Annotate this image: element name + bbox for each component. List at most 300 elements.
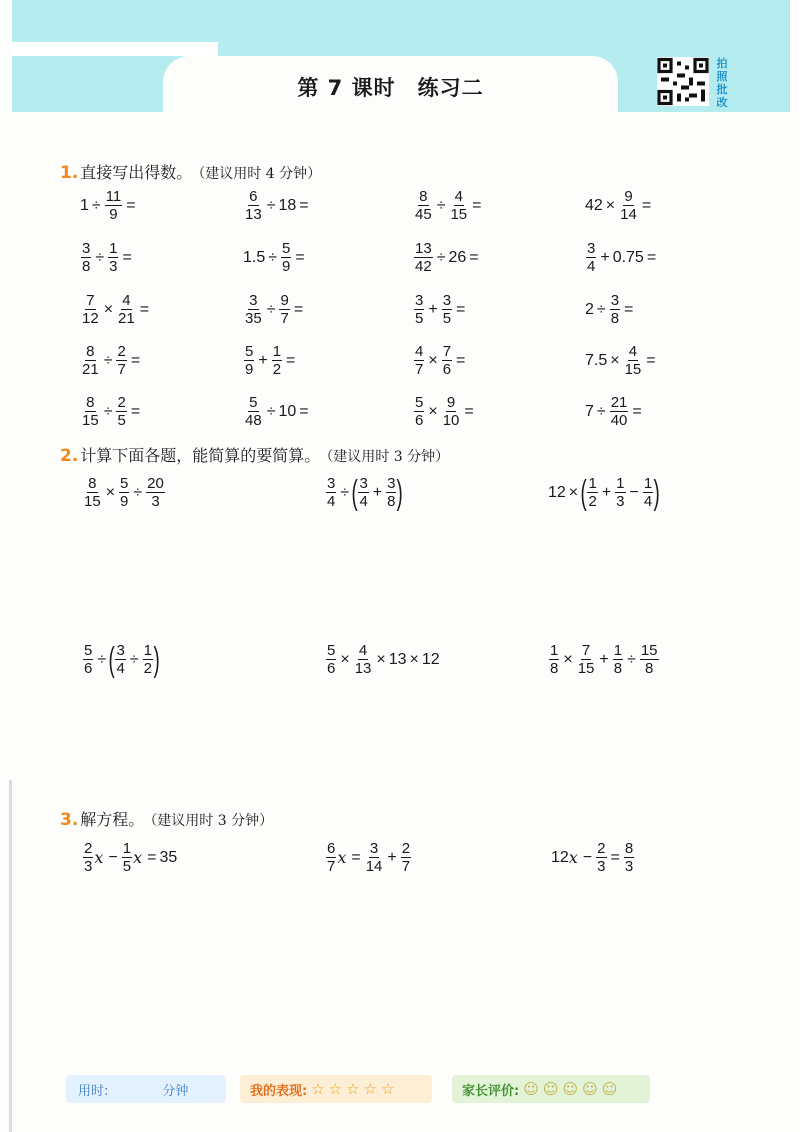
denominator: 40	[610, 412, 628, 429]
operator: =	[646, 248, 657, 266]
number: 1	[80, 196, 89, 214]
fraction	[449, 188, 468, 223]
numerator: 3	[249, 292, 258, 309]
star-icon[interactable]: ☆	[346, 1080, 360, 1098]
parent-label: 家长评价:	[462, 1083, 520, 1099]
numerator: 3	[327, 475, 336, 492]
parenthesis: (	[351, 473, 358, 512]
numerator: 5	[282, 240, 291, 257]
numerator: 8	[624, 840, 634, 857]
fraction	[244, 343, 254, 378]
section-title: 直接写出得数。	[80, 163, 193, 182]
numerator: 2	[401, 840, 411, 857]
denominator: 5	[442, 310, 452, 327]
fraction	[354, 642, 373, 677]
fraction	[326, 642, 336, 677]
time-label: 用时:	[78, 1083, 109, 1099]
operator: +	[387, 848, 397, 866]
expression-5-1	[80, 394, 143, 429]
smiley-icon[interactable]: ☺	[523, 1080, 539, 1098]
operator: =	[632, 402, 642, 420]
fraction	[117, 292, 136, 327]
denominator: 9	[120, 493, 129, 510]
numerator: 3	[442, 292, 452, 309]
numerator: 3	[610, 292, 620, 309]
numerator: 2	[117, 394, 126, 411]
numerator: 1	[588, 475, 597, 492]
computation-5	[325, 642, 440, 677]
operator: =	[464, 402, 474, 420]
fraction	[116, 394, 126, 429]
numerator: 5	[249, 394, 258, 411]
expression-2-3	[413, 240, 482, 275]
denominator: 9	[282, 258, 291, 275]
numerator: 4	[415, 343, 424, 360]
section-3-heading	[60, 807, 273, 830]
denominator: 4	[587, 258, 596, 275]
operator: ÷	[266, 300, 276, 318]
denominator: 4	[327, 493, 336, 510]
lesson-number: 第 7 课时	[297, 76, 396, 100]
operator: =	[286, 351, 296, 369]
number: 13	[388, 650, 407, 668]
operator: =	[122, 248, 132, 266]
operator: =	[469, 248, 479, 266]
expression-5-2	[243, 394, 312, 429]
denominator: 3	[624, 858, 634, 875]
operator: ÷	[340, 483, 350, 501]
section-number: 1.	[60, 163, 79, 183]
numerator: 1	[272, 343, 282, 360]
operator: ÷	[436, 248, 446, 266]
fraction	[122, 840, 132, 875]
operator: +	[258, 351, 268, 369]
numerator: 3	[116, 642, 125, 659]
operator: ×	[428, 351, 438, 369]
denominator: 7	[280, 310, 289, 327]
numerator: 20	[147, 475, 164, 492]
operator: =	[351, 848, 361, 866]
operator: −	[108, 848, 118, 866]
fraction	[83, 840, 93, 875]
smiley-icon[interactable]: ☺	[542, 1080, 559, 1098]
expression-1-1	[80, 188, 139, 223]
denominator: 2	[272, 361, 282, 378]
numerator: 1	[122, 840, 132, 857]
fraction	[279, 292, 289, 327]
denominator: 9	[245, 361, 254, 378]
number: 12	[421, 650, 440, 668]
operator: =	[147, 848, 157, 866]
section-number: 3.	[60, 810, 79, 830]
operator: ×	[428, 402, 438, 420]
fraction	[108, 240, 118, 275]
denominator: 3	[84, 858, 93, 875]
operator: ×	[605, 196, 616, 214]
operator: =	[126, 196, 136, 214]
fraction	[414, 188, 433, 223]
operator: +	[599, 650, 609, 668]
fraction	[83, 475, 102, 510]
operator: ÷	[596, 402, 606, 420]
operator: ÷	[266, 196, 276, 214]
section-hint: （建议用时 3 分钟）	[326, 449, 450, 465]
operator: ×	[105, 483, 116, 501]
denominator: 15	[82, 412, 99, 429]
denominator: 4	[643, 493, 653, 510]
fraction	[244, 188, 263, 223]
operator: =	[472, 196, 482, 214]
denominator: 6	[415, 412, 424, 429]
fraction	[326, 475, 336, 510]
numerator: 4	[122, 292, 131, 309]
section-hint: （建议用时 4 分钟）	[198, 166, 322, 182]
fraction	[83, 642, 93, 677]
numerator: 7	[581, 642, 591, 659]
fraction	[442, 394, 461, 429]
denominator: 5	[117, 412, 126, 429]
fraction	[116, 343, 126, 378]
denominator: 7	[327, 858, 336, 875]
smiley-icon[interactable]: ☺	[562, 1080, 579, 1098]
numerator: 1	[550, 642, 559, 659]
numerator: 6	[249, 188, 258, 205]
expression-2-4	[585, 240, 659, 275]
lesson-topic: 练习二	[417, 76, 484, 100]
number: 12	[548, 483, 566, 501]
operator: ×	[340, 650, 350, 668]
operator: =	[641, 196, 652, 214]
denominator: 21	[118, 310, 135, 327]
computation-4	[82, 642, 159, 677]
denominator: 35	[245, 310, 262, 327]
qr-label-char: 批	[716, 83, 728, 96]
operator: =	[293, 300, 304, 318]
fraction	[610, 394, 629, 429]
operator: ×	[563, 650, 573, 668]
parenthesis: )	[653, 473, 660, 512]
fraction	[81, 394, 100, 429]
denominator: 8	[610, 310, 620, 327]
expression-4-1	[80, 343, 143, 378]
denominator: 10	[442, 412, 460, 429]
computation-3	[548, 475, 660, 510]
operator: ×	[568, 483, 579, 501]
fraction	[624, 343, 643, 378]
number: 2	[585, 300, 594, 318]
operator: +	[600, 248, 610, 266]
denominator: 21	[82, 361, 99, 378]
operator: =	[624, 300, 634, 318]
operator: ×	[610, 351, 620, 369]
fraction	[365, 840, 384, 875]
number: 7	[585, 402, 594, 420]
expression-4-2	[243, 343, 298, 378]
numerator: 2	[597, 840, 606, 857]
operator: ×	[409, 650, 419, 668]
star-icon[interactable]: ☆	[328, 1080, 343, 1098]
operator: =	[130, 351, 141, 369]
numerator: 8	[86, 394, 95, 411]
fraction	[414, 240, 433, 275]
expression-2-2	[243, 240, 308, 275]
fraction	[549, 642, 559, 677]
denominator: 8	[645, 660, 654, 677]
computation-2	[325, 475, 403, 510]
header-left-strip	[12, 42, 218, 56]
numerator: 1	[616, 475, 625, 492]
operator: ÷	[103, 351, 113, 369]
fraction	[119, 475, 129, 510]
expression-3-1	[80, 292, 152, 327]
denominator: 2	[588, 493, 597, 510]
number: 35	[159, 848, 178, 866]
numerator: 3	[369, 840, 379, 857]
fraction	[105, 188, 123, 223]
operator: −	[582, 848, 593, 866]
variable: x	[337, 848, 347, 867]
numerator: 4	[358, 642, 368, 659]
expression-4-3	[413, 343, 468, 378]
numerator: 3	[82, 240, 91, 257]
operator: =	[295, 248, 305, 266]
fraction	[414, 343, 424, 378]
variable: x	[568, 848, 578, 867]
time-spent-box	[66, 1075, 226, 1103]
page-edge-rule	[9, 780, 12, 1132]
denominator: 8	[613, 660, 623, 677]
time-unit: 分钟	[162, 1083, 189, 1099]
denominator: 2	[143, 660, 152, 677]
star-icon[interactable]: ☆	[381, 1080, 395, 1098]
operator: =	[139, 300, 150, 318]
denominator: 14	[620, 206, 637, 223]
expression-3-4	[585, 292, 636, 327]
smiley-icon[interactable]: ☺	[582, 1080, 598, 1098]
denominator: 9	[109, 206, 118, 223]
numerator: 8	[419, 188, 428, 205]
operator: ÷	[91, 196, 101, 214]
numerator: 1	[109, 240, 118, 257]
operator: ÷	[103, 402, 113, 420]
fraction	[586, 240, 596, 275]
denominator: 7	[415, 361, 424, 378]
denominator: 6	[327, 660, 336, 677]
star-icon[interactable]: ☆	[363, 1080, 378, 1098]
fraction	[281, 240, 291, 275]
operator: =	[456, 351, 466, 369]
performance-label: 我的表现:	[250, 1083, 308, 1099]
number: 10	[278, 402, 297, 420]
numerator: 5	[415, 394, 424, 411]
qr-label-char: 拍	[716, 57, 728, 70]
denominator: 3	[151, 493, 160, 510]
fraction	[358, 475, 368, 510]
operator: −	[629, 483, 639, 501]
number: 12	[551, 848, 569, 866]
page-title	[163, 72, 618, 102]
numerator: 2	[117, 343, 126, 360]
denominator: 8	[387, 493, 396, 510]
section-hint: （建议用时 3 分钟）	[150, 813, 274, 829]
numerator: 9	[280, 292, 289, 309]
expression-1-2	[243, 188, 312, 223]
denominator: 5	[122, 858, 132, 875]
operator: =	[456, 300, 466, 318]
denominator: 4	[116, 660, 125, 677]
parenthesis: )	[397, 473, 404, 512]
number: 42	[585, 196, 603, 214]
fraction	[624, 840, 634, 875]
section-title: 解方程。	[80, 810, 145, 829]
fraction	[442, 292, 452, 327]
expression-2-1	[80, 240, 135, 275]
denominator: 13	[354, 660, 372, 677]
numerator: 5	[327, 642, 336, 659]
operator: ÷	[97, 650, 107, 668]
numerator: 1	[613, 642, 623, 659]
operator: =	[130, 402, 141, 420]
operator: =	[646, 351, 656, 369]
number: 18	[278, 196, 297, 214]
denominator: 3	[616, 493, 625, 510]
fraction	[577, 642, 596, 677]
numerator: 7	[86, 292, 95, 309]
operator: +	[601, 483, 612, 501]
denominator: 7	[117, 361, 126, 378]
fraction	[272, 343, 282, 378]
computation-6	[548, 642, 660, 677]
equation-3	[551, 840, 635, 875]
operator: ÷	[436, 196, 446, 214]
qr-label	[715, 57, 729, 109]
fraction	[81, 292, 100, 327]
star-icon[interactable]: ☆	[311, 1080, 325, 1098]
fraction	[386, 475, 396, 510]
numerator: 2	[84, 840, 93, 857]
numerator: 21	[610, 394, 628, 411]
section-1-heading	[60, 160, 321, 183]
fraction	[414, 292, 424, 327]
numerator: 13	[415, 240, 432, 257]
parenthesis: )	[153, 640, 160, 679]
operator: ÷	[266, 402, 276, 420]
numerator: 8	[86, 343, 95, 360]
operator: ÷	[95, 248, 105, 266]
numerator: 4	[628, 343, 638, 360]
operator: ×	[376, 650, 386, 668]
smiley-icon[interactable]: ☺	[601, 1080, 618, 1098]
denominator: 15	[450, 206, 468, 223]
fraction	[613, 642, 623, 677]
parenthesis: (	[108, 640, 115, 679]
expression-4-4	[585, 343, 659, 378]
equation-2	[325, 840, 412, 875]
fraction	[401, 840, 411, 875]
denominator: 15	[577, 660, 595, 677]
fraction	[115, 642, 125, 677]
expression-1-3	[413, 188, 485, 223]
operator: ÷	[627, 650, 636, 668]
fraction	[81, 240, 91, 275]
denominator: 12	[82, 310, 99, 327]
fraction	[244, 394, 263, 429]
numerator: 7	[442, 343, 452, 360]
numerator: 5	[84, 642, 93, 659]
expression-5-3	[413, 394, 477, 429]
fraction	[596, 840, 606, 875]
operator: =	[610, 848, 620, 866]
numerator: 6	[327, 840, 336, 857]
variable: x	[94, 848, 104, 867]
denominator: 15	[84, 493, 101, 510]
numerator: 8	[88, 475, 97, 492]
numerator: 3	[415, 292, 424, 309]
numerator: 3	[387, 475, 396, 492]
expression-3-3	[413, 292, 468, 327]
denominator: 42	[415, 258, 432, 275]
fraction	[414, 394, 424, 429]
fraction	[146, 475, 165, 510]
qr-label-char: 照	[716, 70, 728, 83]
operator: ÷	[133, 483, 143, 501]
denominator: 45	[415, 206, 432, 223]
operator: +	[372, 483, 383, 501]
expression-5-4	[585, 394, 645, 429]
equation-1	[82, 840, 177, 875]
section-title: 计算下面各题，能简算的要简算。	[80, 446, 321, 465]
operator: ÷	[268, 248, 278, 266]
denominator: 8	[82, 258, 91, 275]
section-number: 2.	[60, 446, 79, 466]
fraction	[81, 343, 100, 378]
denominator: 3	[109, 258, 118, 275]
numerator: 9	[624, 188, 633, 205]
fraction	[640, 642, 659, 677]
section-2-heading	[60, 443, 449, 466]
operator: ×	[103, 300, 114, 318]
qr-label-char: 改	[716, 96, 728, 109]
numerator: 3	[587, 240, 596, 257]
denominator: 8	[550, 660, 559, 677]
denominator: 5	[415, 310, 424, 327]
numerator: 4	[454, 188, 463, 205]
numerator: 1	[643, 475, 653, 492]
qr-code-icon[interactable]	[657, 57, 709, 106]
operator: ÷	[596, 300, 606, 318]
fraction	[143, 642, 153, 677]
expression-1-4	[585, 188, 654, 223]
computation-1	[82, 475, 166, 510]
parenthesis: (	[580, 473, 587, 512]
fraction	[643, 475, 653, 510]
fraction	[610, 292, 620, 327]
self-rating-box	[240, 1075, 432, 1103]
fraction	[442, 343, 452, 378]
operator: ÷	[129, 650, 139, 668]
operator: +	[428, 300, 438, 318]
numerator: 5	[120, 475, 129, 492]
denominator: 15	[624, 361, 642, 378]
number: 0.75	[612, 248, 644, 266]
parent-rating-box	[452, 1075, 650, 1103]
denominator: 14	[365, 858, 383, 875]
denominator: 3	[597, 858, 606, 875]
fraction	[619, 188, 638, 223]
denominator: 48	[245, 412, 262, 429]
fraction	[326, 840, 336, 875]
number: 1.5	[243, 248, 266, 266]
